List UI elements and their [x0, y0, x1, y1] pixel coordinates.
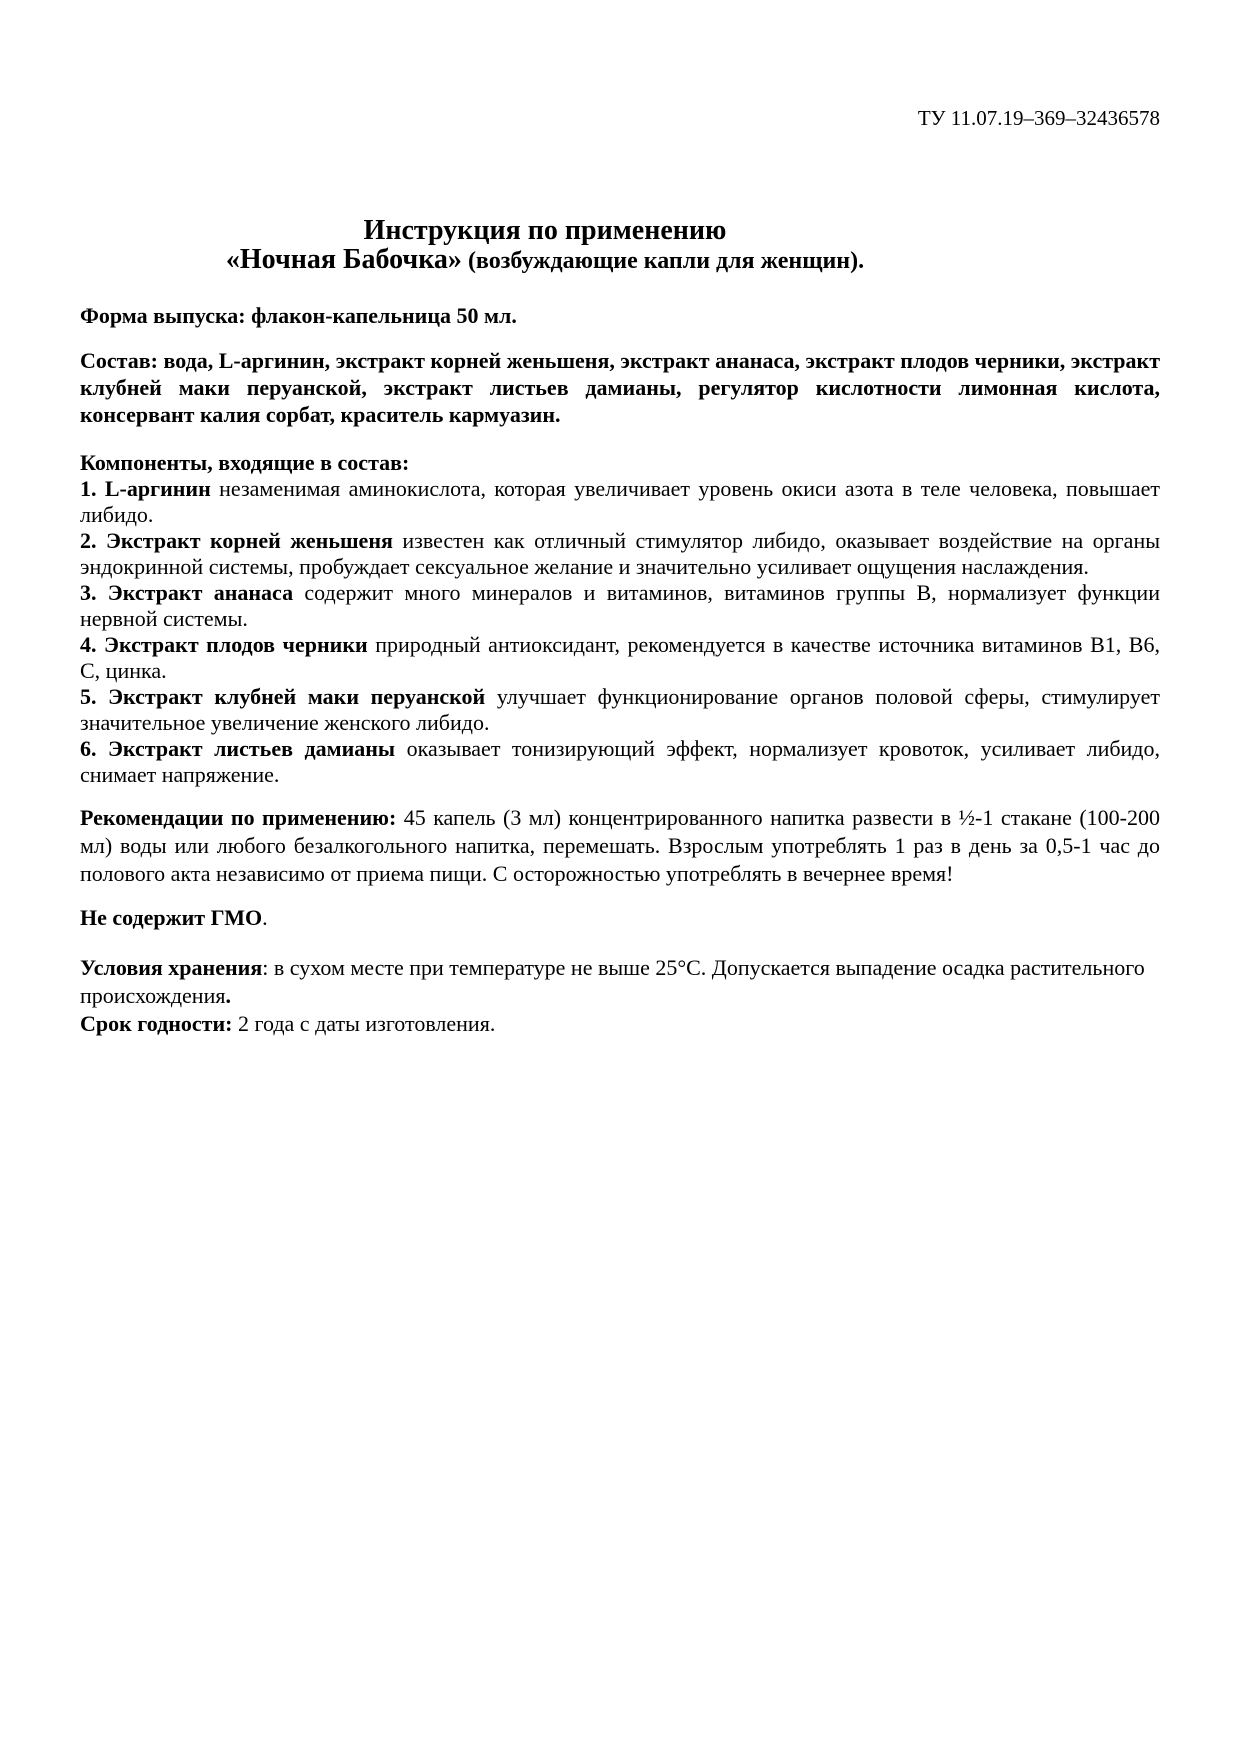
shelf-life-text: 2 года с даты изготовления.: [232, 1011, 496, 1036]
storage-conditions-text: : в сухом месте при температуре не выше 25°С. Допускается выпадение осадка растительного происхождения: [80, 955, 1145, 1008]
usage-recommendations-text: 45 капель (3 мл) концентрированного напитка развести в ½-1 стакане (100-200 мл) воды или любого безалкогольного напитка, перемешать. Взрослым употреблять 1 раз в день за 0,5-1 час до полового акта независимо от приема пищи. С осторожностью употреблять в вечернее время!: [80, 805, 1161, 886]
component-4-blueberry-extract: [80, 632, 1160, 684]
shelf-life: [80, 1010, 1160, 1038]
component-2-ginseng-root-extract-text: 2. Экстракт корней женьшеня: [80, 528, 393, 553]
product-name: «Ночная Бабочка»: [225, 244, 462, 275]
technical-specification-number: ТУ 11.07.19–369–32436578: [917, 106, 1160, 130]
components-heading-text: Компоненты, входящие в состав:: [80, 450, 410, 475]
gmo-free-note-text: .: [262, 905, 268, 930]
component-1-l-arginine-text: незаменимая аминокислота, которая увеличивает уровень окиси азота в теле человека, повышает либидо.: [80, 476, 1160, 527]
document-title: [80, 216, 1160, 276]
components-heading: [80, 450, 1160, 476]
document-content: [80, 0, 1160, 1038]
storage-conditions-text: .: [225, 983, 231, 1008]
release-form-text: Форма выпуска: флакон-капельница 50 мл.: [80, 303, 517, 328]
document-body: [80, 303, 1160, 1038]
component-1-l-arginine: [80, 476, 1160, 528]
component-3-pineapple-extract-text: содержит много минералов и витаминов, витаминов группы В, нормализует функции нервной системы.: [80, 580, 1160, 631]
composition-text: Состав: вода, L-аргинин, экстракт корней женьшеня, экстракт ананаса, экстракт плодов черники, экстракт клубней маки перуанской, экстракт листьев дамианы, регулятор кислотности лимонная кислота, консервант калия сорбат, краситель кармуазин.: [80, 348, 1160, 427]
storage-conditions-text: Условия хранения: [80, 955, 263, 980]
component-5-maca-tuber-extract: [80, 684, 1160, 736]
component-4-blueberry-extract-text: природный антиоксидант, рекомендуется в качестве источника витаминов В1, В6, С, цинка.: [80, 632, 1160, 683]
component-6-damiana-leaf-extract: [80, 736, 1160, 788]
gmo-free-note-text: Не содержит ГМО: [80, 905, 263, 930]
product-description: (возбуждающие капли для женщин).: [461, 248, 865, 274]
storage-conditions: [80, 954, 1160, 1010]
component-2-ginseng-root-extract: [80, 528, 1160, 580]
title-instruction-line: Инструкция по применению: [363, 215, 727, 246]
component-3-pineapple-extract: [80, 580, 1160, 632]
component-2-ginseng-root-extract-text: известен как отличный стимулятор либидо, оказывает воздействие на органы эндокринной системы, пробуждает сексуальное желание и значительно усиливает ощущения наслаждения.: [80, 528, 1161, 579]
component-5-maca-tuber-extract-text: 5. Экстракт клубней маки перуанской: [80, 684, 486, 709]
gmo-free-note: [80, 905, 1160, 931]
title-product-line: [80, 245, 1010, 276]
component-6-damiana-leaf-extract-text: 6. Экстракт листьев дамианы: [80, 736, 396, 761]
composition: [80, 347, 1160, 428]
usage-recommendations: [80, 804, 1160, 888]
usage-recommendations-text: Рекомендации по применению:: [80, 805, 397, 830]
component-1-l-arginine-text: 1. L-аргинин: [80, 476, 211, 501]
release-form: [80, 303, 1160, 329]
component-5-maca-tuber-extract-text: улучшает функционирование органов половой сферы, стимулирует значительное увеличение женского либидо.: [80, 684, 1160, 735]
component-3-pineapple-extract-text: 3. Экстракт ананаса: [80, 580, 294, 605]
component-4-blueberry-extract-text: 4. Экстракт плодов черники: [80, 632, 368, 657]
shelf-life-text: Срок годности:: [80, 1011, 233, 1036]
component-6-damiana-leaf-extract-text: оказывает тонизирующий эффект, нормализует кровоток, усиливает либидо, снимает напряжение.: [80, 736, 1161, 787]
